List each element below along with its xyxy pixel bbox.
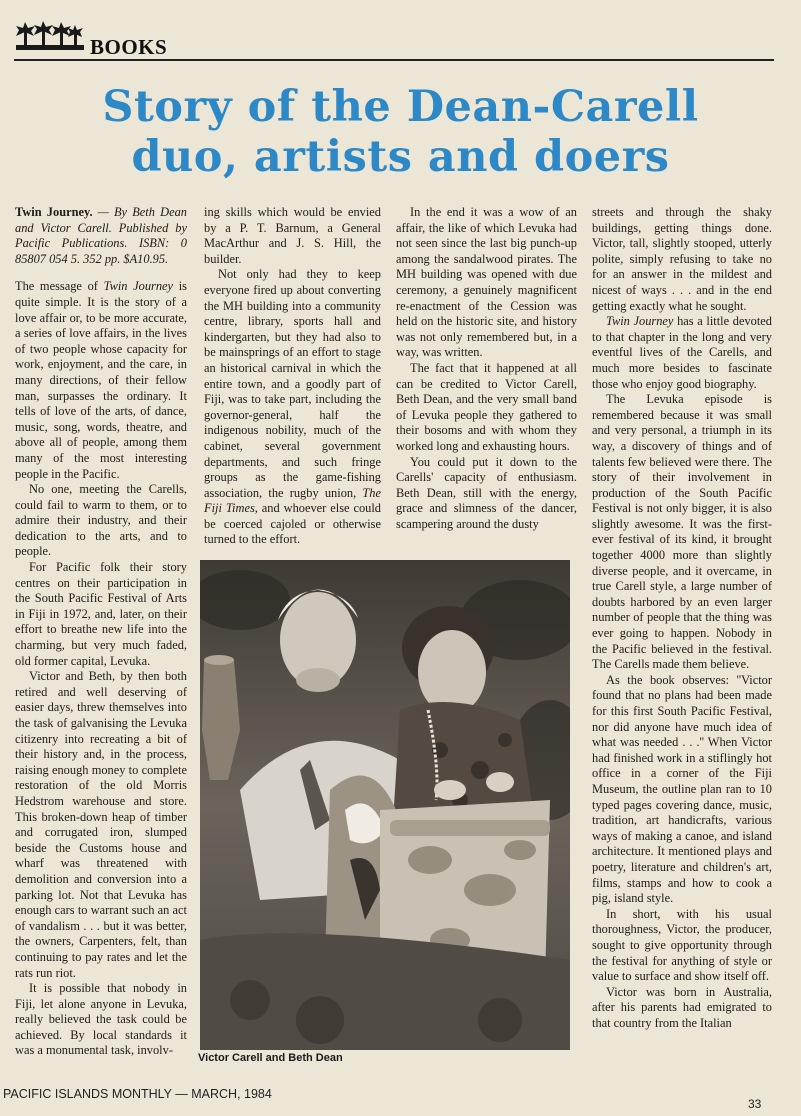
paragraph <box>592 985 772 1032</box>
book-title: Twin Journey. <box>15 205 93 219</box>
headline-line-1: Story of the Dean-Carell <box>102 82 699 132</box>
photo-victor-carell-beth-dean <box>200 560 570 1050</box>
book-byline: — By Beth Dean and Victor Carell. Published by Pacific Publications. ISBN: 0 85807 054 5. 352 pp. $A10.95. <box>15 205 187 266</box>
paragraph <box>15 560 187 669</box>
paragraph <box>592 673 772 907</box>
headline-line-2: duo, artists and doers <box>131 132 670 182</box>
paragraph-text: Not only had they to keep everyone fired up about converting the MH building into a community centre, library, sports hall and kindergarten, but they had also to be mainsprings of an effort to stage an historical carnival in which the entire town, and a goodly part of Fiji, was to take part, including the governor-general, half the indigenous nobility, much of the cabinet, several government departments, and such fringe groups as the game-fishing association, the rugby union, <box>204 267 381 500</box>
article-column-2 <box>204 205 381 548</box>
article-column-4 <box>592 205 772 1031</box>
italic-title: Twin Journey <box>606 314 674 329</box>
italic-title: Twin Journey <box>103 279 174 294</box>
paragraph-text: No one, meeting the Carells, could fail to warm to them, or to admire their industry, and their dedication to the arts, and to people. <box>15 482 187 559</box>
paragraph <box>396 205 577 361</box>
article-column-1 <box>15 205 187 1059</box>
paragraph <box>592 907 772 985</box>
italic-title: The Fiji Times <box>204 485 381 516</box>
column-1-body <box>15 279 187 1059</box>
header-rule <box>14 59 774 61</box>
paragraph-text: The message of <box>15 279 104 294</box>
paragraph <box>204 205 381 267</box>
paragraph <box>396 361 577 455</box>
paragraph <box>592 314 772 392</box>
paragraph-text: As the book observes: ''Victor found that no plans had been made for this first South Pacific Festival, nor did anyone have much idea of what was needed . . .'' When Victor had finished work in a stiflingly hot office in a corner of the Fiji Museum, the outline plan ran to 10 typed pages covering dance, music, tradition, art handicrafts, various ways of making a canoe, and island architecture. It mentioned plays and poetry, literature and children's art, films, stamps and how to cook a pig, island style. <box>592 672 772 906</box>
paragraph-text: is quite simple. It is the story of a love affair or, to be more accurate, a series of love affairs, in the lives of two people whose capacity for work, enjoyment, and the care, in many directions, of their fellow man, surpasses the ordinary. It tells of love of the arts, of dance, music, song, words, theatre, and above all of people, among them many of the most interesting people in the Pacific. <box>15 279 187 481</box>
paragraph-text: It is possible that nobody in Fiji, let alone anyone in Levuka, really believed the task could be achieved. By local standards it was a monumental task, involv- <box>15 981 187 1058</box>
photo-caption: Victor Carell and Beth Dean <box>198 1052 343 1064</box>
paragraph-text: The Levuka episode is remembered because it was small and very personal, a triumph in its way, a discovery of things and of talents few believed were there. The story of their involvement in production of the South Pacific Festival is not only bigger, it is also slightly awesome. It was the first-ever festival of its kind, it brought together 4000 more than slightly diverse people, and it overcame, in true Carell style, a large number of doubts harbored by an even larger number of people that the thing was ever going to happen. Nobody in the Pacific believed in the festival. The Carells made them believe. <box>592 392 772 672</box>
paragraph <box>204 267 381 548</box>
paragraph-text: has a little devoted to that chapter in the long and very eventful lives of the Carells, and much more besides to fascinate those who enjoy good biography. <box>592 314 772 391</box>
paragraph <box>15 981 187 1059</box>
paragraph-text: Victor and Beth, by then both retired and well deserving of easier days, threw themselves into the task of galvanising the Levuka citizenry into recreating a bit of their history and, in the process, raising enough money to complete restoration of the old Morris Hedstrom warehouse and store. This broken-down heap of timber and corrugated iron, slumped beside the Customs house and wharf was threatened with demolition and conversion into a parking lot. Not that Levuka has enough cars to warrant such an act of vandalism . . . but it was better, the owners, Carpenters, felt, than continuing to pay rates and let the rats run riot. <box>15 669 187 980</box>
paragraph <box>592 205 772 314</box>
section-label: BOOKS <box>90 35 168 59</box>
paragraph-text: For Pacific folk their story centres on their participation in the South Pacific Festival of Arts in Fiji in 1972, and, later, on their effort to breathe new life into the charming, but very much faded, old former capital, Levuka. <box>15 560 187 668</box>
palm-trees-logo-icon <box>16 20 84 54</box>
paragraph-text: Victor was born in Australia, after his parents had emigrated to that country from the Italian <box>592 984 772 1030</box>
paragraph-text: ing skills which would be envied by a P. T. Barnum, a General MacArthur and J. S. Hill, the builder. <box>204 205 381 266</box>
paragraph <box>15 669 187 981</box>
paragraph-text: In short, with his usual thoroughness, Victor, the producer, sought to give opportunity through the festival for anything of style or value to surface and show itself off. <box>592 906 772 984</box>
paragraph-text: The fact that it happened at all can be credited to Victor Carell, Beth Dean, and the very small band of Levuka people they gathered to their bosoms and with whom they worked long and exhausting hours. <box>396 360 577 453</box>
paragraph-text: streets and through the shaky buildings, getting things done. Victor, tall, slightly stooped, utterly polite, simply refusing to take no for an answer in the mildest and nicest of ways . . . and in the end getting exactly what he sought. <box>592 205 772 313</box>
publication-footer: PACIFIC ISLANDS MONTHLY — MARCH, 1984 <box>3 1087 272 1101</box>
paragraph-text: In the end it was a wow of an affair, the like of which Levuka had not seen since the last big punch-up among the sandalwood pirates. The MH building was opened with due ceremony, a genuinely magnificent re-enactment of the Cession was held on the historic site, and history was not only remembered but, in a way, was written. <box>396 205 577 360</box>
book-citation <box>15 205 187 267</box>
page-number: 33 <box>748 1097 762 1111</box>
paragraph <box>592 392 772 673</box>
paragraph-text: , and whoever else could be coerced cajoled or otherwise turned to the effort. <box>204 501 381 547</box>
article-column-3 <box>396 205 577 532</box>
paragraph <box>396 455 577 533</box>
paragraph <box>15 279 187 482</box>
paragraph <box>15 482 187 560</box>
paragraph-text: You could put it down to the Carells' capacity of enthusiasm. Beth Dean, still with the energy, grace and slimness of the dancer, scampering around the dusty <box>396 454 577 531</box>
headline <box>0 82 801 182</box>
